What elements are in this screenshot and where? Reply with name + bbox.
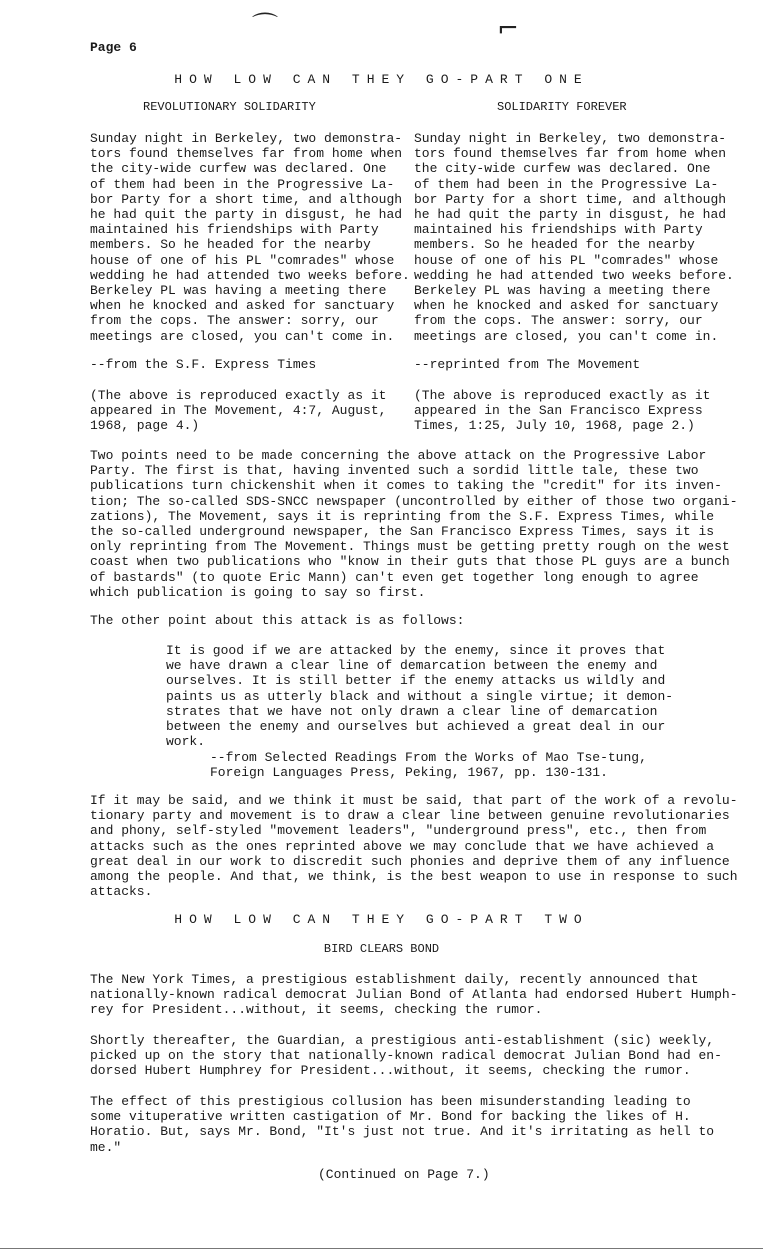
- left-column-body: Sunday night in Berkeley, two demonstra- tors found themselves far from home when the city-wide curfew was declared. One of them had been in the Progressive La- bor Party for a short time, and although he had quit the party in disgust, he had maintained his friendships with Party members. So he headed for the nearby house of one of his PL "comrades" whose wedding he had attended two weeks before. Berkeley PL was having a meeting there when he knocked and asked for sanctuary from the cops. The answer: sorry, our meetings are closed, you can't come in.: [90, 131, 410, 344]
- right-column-body: Sunday night in Berkeley, two demonstra- tors found themselves far from home when the city-wide curfew was declared. One of them had been in the Progressive La- bor Party for a short time, and although he had quit the party in disgust, he had maintained his friendships with Party members. So he headed for the nearby house of one of his PL "comrades" whose wedding he had attended two weeks before. Berkeley PL was having a meeting there when he knocked and asked for sanctuary from the cops. The answer: sorry, our meetings are closed, you can't come in.: [414, 131, 734, 344]
- bottom-edge-line: [0, 1248, 763, 1249]
- bond-paragraph-3: The effect of this prestigious collusion has been misunderstanding leading to some vituperative written castigation of Mr. Bond for backing the likes of H. Horatio. But, says Mr. Bond, "It's just not true. And it's irritating as hell to me.": [90, 1094, 715, 1155]
- other-point-paragraph: The other point about this attack is as follows:: [90, 613, 465, 628]
- page-number: Page 6: [90, 40, 137, 55]
- conclusion-paragraph: If it may be said, and we think it must be said, that part of the work of a revolu- tionary party and movement is to draw a clear line between genuine revolutionaries and phony, self-styled "movement leaders", "underground press", etc., then from attacks such as the ones reprinted above we may conclude that we have achieved a great deal in our work to discredit such phonies and deprive them of any influence among the people. And that, we think, is the best weapon to use in response to such attacks.: [90, 793, 738, 900]
- continued-note: (Continued on Page 7.): [318, 1167, 490, 1182]
- right-column-note: (The above is reproduced exactly as it appeared in the San Francisco Express Times, 1:25, July 10, 1968, page 2.): [414, 388, 711, 434]
- bond-paragraph-1: The New York Times, a prestigious establishment daily, recently announced that nationally-known radical democrat Julian Bond of Atlanta had endorsed Hubert Humph- rey for President...without, it seems, checking the rumor.: [90, 972, 738, 1018]
- part-two-subtitle: BIRD CLEARS BOND: [323, 942, 440, 956]
- part-one-heading: HOW LOW CAN THEY GO-PART ONE: [174, 72, 589, 87]
- hole-punch-mark-right: ⌐: [497, 14, 519, 44]
- mao-quote: It is good if we are attacked by the enemy, since it proves that we have drawn a clear line of demarcation between the enemy and ourselves. It is still better if the enemy attacks us wildly and paints us as utterly black and without a single virtue; it demon- strates that we have not only drawn a clear line of demarcation between the enemy and ourselves but achieved a great deal in our work.: [166, 643, 674, 750]
- part-two-heading: HOW LOW CAN THEY GO-PART TWO: [174, 912, 589, 927]
- bond-paragraph-2: Shortly thereafter, the Guardian, a prestigious anti-establishment (sic) weekly, picked up on the story that nationally-known radical democrat Julian Bond had en- dorsed Hubert Humphrey for President...without, it seems, checking the rumor.: [90, 1033, 722, 1079]
- right-column-title: SOLIDARITY FOREVER: [497, 100, 627, 114]
- left-column-source: --from the S.F. Express Times: [90, 357, 317, 372]
- left-column-title: REVOLUTIONARY SOLIDARITY: [143, 100, 316, 114]
- two-points-paragraph: Two points need to be made concerning the above attack on the Progressive Labor Party. The first is that, having invented such a sordid little tale, these two publications turn chickenshit when it comes to taking the "credit" for its inven- tion; The so-called SDS-SNCC newspaper (uncontrolled by either of those two organi- zations), The Movement, says it is reprinting from the S.F. Express Times, while the so-called underground newspaper, the San Francisco Express Times, says it is only reprinting from The Movement. Things must be getting pretty rough on the west coast when two publications who "know in their guts that those PL guys are a bunch of bastards" (to quote Eric Mann) can't even get together long enough to agree which publication is going to say so first.: [90, 448, 738, 600]
- right-column-source: --reprinted from The Movement: [414, 357, 641, 372]
- mao-quote-citation: --from Selected Readings From the Works of Mao Tse-tung, Foreign Languages Press, Peking, 1967, pp. 130-131.: [210, 750, 647, 781]
- left-column-note: (The above is reproduced exactly as it appeared in The Movement, 4:7, August, 1968, page 4.): [90, 388, 387, 434]
- hole-punch-mark-left: ⌒: [252, 12, 279, 42]
